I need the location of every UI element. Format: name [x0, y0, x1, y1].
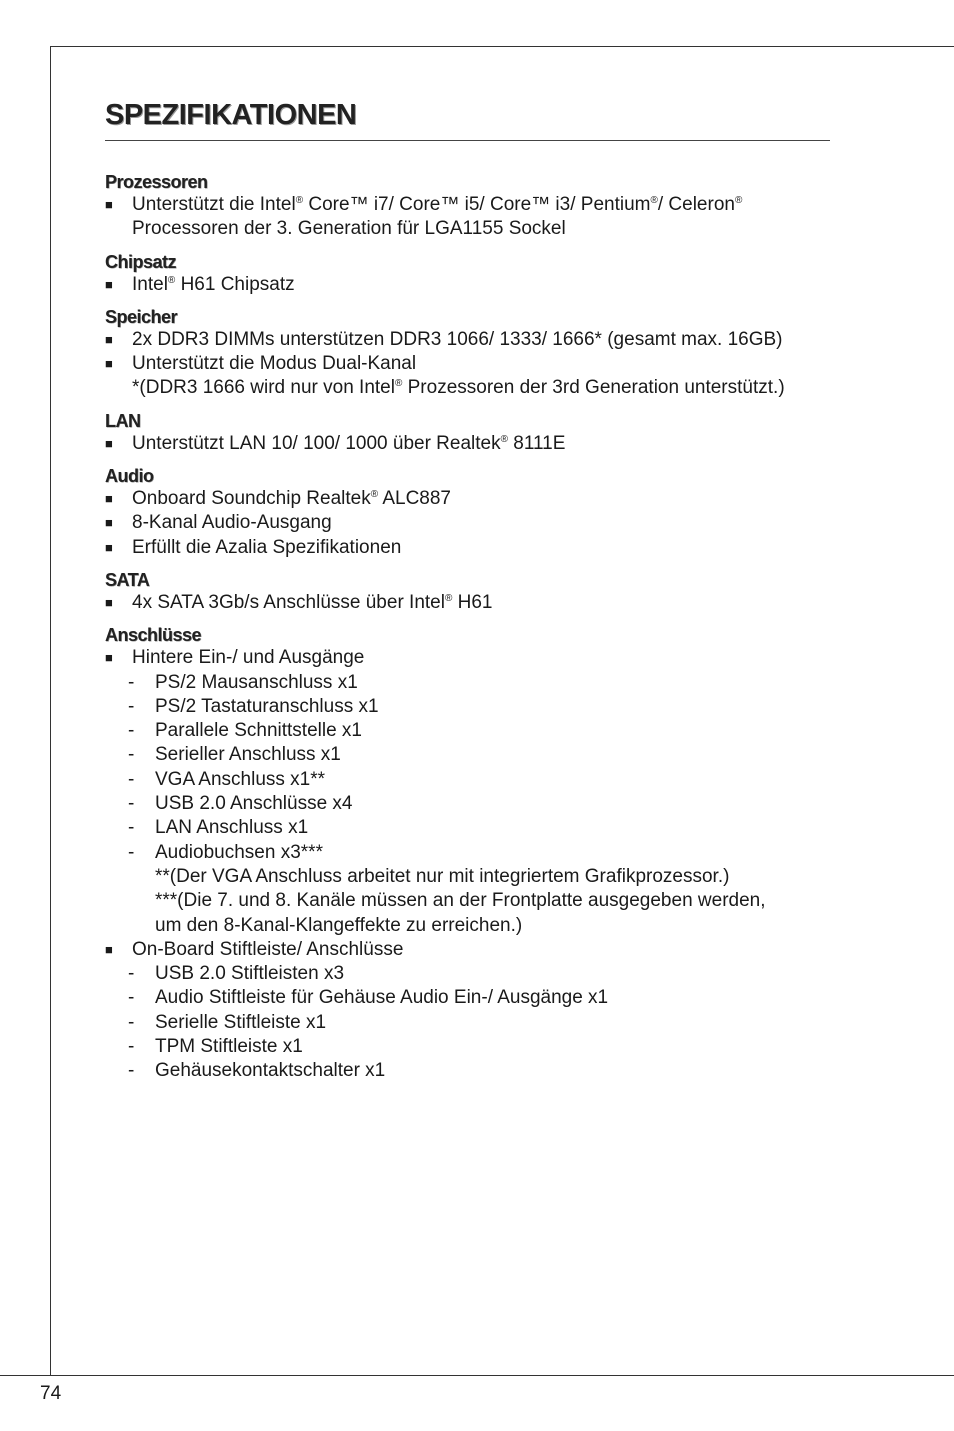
list-item	[105, 328, 845, 352]
registered-mark: ®	[650, 195, 658, 206]
section-lan	[105, 410, 845, 456]
bullet-icon: ■	[105, 594, 113, 610]
dash-icon: -	[128, 963, 135, 985]
section-heading: LAN	[105, 410, 141, 431]
item-text: Intel	[132, 273, 168, 295]
item-text: / Celeron	[657, 194, 735, 215]
section-anschluesse	[105, 624, 845, 1083]
sub-item: - LAN Anschluss x1	[105, 816, 845, 840]
dash-icon: -	[128, 768, 135, 790]
list-item	[105, 193, 845, 217]
sub-item: - Gehäusekontaktschalter x1	[105, 1059, 845, 1083]
page-frame-top-rule	[50, 46, 954, 47]
list-item	[105, 352, 845, 376]
item-text: Unterstützt die Modus Dual-Kanal	[132, 353, 417, 375]
item-text: Erfüllt die Azalia Spezifikationen	[132, 536, 402, 558]
bullet-icon: ■	[105, 941, 113, 957]
item-text: Hintere Ein-/ und Ausgänge	[132, 647, 365, 669]
list-item	[105, 432, 845, 456]
item-text: 4x SATA 3Gb/s Anschlüsse über Intel	[132, 591, 445, 613]
sub-item: - Serielle Stiftleiste x1	[105, 1011, 845, 1035]
item-text: On-Board Stiftleiste/ Anschlüsse	[132, 938, 404, 960]
item-note: *(DDR3 1666 wird nur von Intel® Prozessoren der 3rd Generation unterstützt.)	[132, 377, 785, 399]
registered-mark: ®	[394, 378, 403, 390]
section-sata	[105, 569, 845, 615]
sub-item: - VGA Anschluss x1**	[105, 768, 845, 792]
sub-item: - USB 2.0 Stiftleisten x3	[105, 962, 845, 986]
sub-item: - Audiobuchsen x3***	[105, 841, 845, 865]
item-text: H61	[452, 591, 493, 613]
sub-item: - TPM Stiftleiste x1	[105, 1035, 845, 1059]
registered-mark: ®	[295, 195, 304, 206]
item-text: 8-Kanal Audio-Ausgang	[132, 512, 332, 534]
dash-icon: -	[128, 1011, 135, 1033]
item-text: ALC887	[378, 488, 451, 510]
sub-item: - Audio Stiftleiste für Gehäuse Audio Ein-/ Ausgänge x1	[105, 986, 845, 1010]
item-text: 8111E	[507, 432, 566, 454]
section-heading: Anschlüsse	[105, 625, 202, 646]
section-chipsatz	[105, 251, 845, 297]
footnote: **(Der VGA Anschluss arbeitet nur mit integriertem Grafikprozessor.)	[155, 865, 730, 887]
bullet-icon: ■	[105, 331, 113, 347]
section-heading: Prozessoren	[105, 172, 208, 192]
dash-icon: -	[128, 841, 135, 863]
list-item	[105, 511, 845, 535]
section-prozessoren	[105, 171, 845, 242]
registered-mark: ®	[444, 592, 453, 604]
item-text: Unterstützt LAN 10/ 100/ 1000 über Realtek	[132, 432, 501, 454]
sub-item: - USB 2.0 Anschlüsse x4	[105, 792, 845, 816]
footnote: um den 8-Kanal-Klangeffekte zu erreichen.)	[155, 914, 523, 936]
spec-content	[105, 171, 845, 1084]
page-footer-rule	[0, 1375, 954, 1376]
bullet-icon: ■	[105, 515, 113, 531]
dash-icon: -	[128, 1060, 135, 1082]
bullet-icon: ■	[105, 356, 113, 372]
registered-mark: ®	[734, 195, 743, 206]
section-speicher	[105, 306, 845, 401]
dash-icon: -	[128, 987, 135, 1009]
page-frame-left-rule	[50, 46, 51, 1375]
registered-mark: ®	[500, 433, 508, 445]
registered-mark: ®	[167, 274, 176, 286]
dash-icon: -	[128, 1036, 135, 1058]
section-heading: Chipsatz	[105, 251, 177, 272]
sub-item: - Parallele Schnittstelle x1	[105, 719, 845, 743]
section-heading: Audio	[105, 466, 154, 487]
bullet-icon: ■	[105, 197, 113, 212]
section-audio	[105, 465, 845, 560]
dash-icon: -	[128, 744, 135, 766]
list-item	[105, 536, 845, 560]
bullet-icon: ■	[105, 539, 113, 555]
bullet-icon: ■	[105, 276, 113, 292]
item-text: 2x DDR3 DIMMs unterstützen DDR3 1066/ 1333/ 1666* (gesamt max. 16GB)	[132, 328, 783, 350]
dash-icon: -	[128, 793, 135, 815]
item-text: H61 Chipsatz	[175, 273, 295, 295]
sub-item: - Serieller Anschluss x1	[105, 743, 845, 767]
item-text: Core™ i7/ Core™ i5/ Core™ i3/ Pentium	[303, 194, 651, 215]
list-item	[105, 273, 845, 297]
dash-icon: -	[128, 817, 135, 839]
footnote: ***(Die 7. und 8. Kanäle müssen an der Frontplatte ausgegeben werden,	[155, 890, 766, 912]
section-heading: SATA	[105, 569, 150, 590]
dash-icon: -	[128, 720, 135, 742]
list-item	[105, 646, 845, 670]
title-underline	[105, 140, 830, 141]
dash-icon: -	[128, 695, 135, 717]
bullet-icon: ■	[105, 491, 113, 507]
item-text: Onboard Soundchip Realtek	[132, 488, 371, 510]
list-item	[105, 487, 845, 511]
page-title: SPEZIFIKATIONEN	[105, 99, 357, 131]
section-heading: Speicher	[105, 306, 178, 327]
list-item	[105, 938, 845, 962]
bullet-icon: ■	[105, 435, 113, 451]
sub-item: - PS/2 Tastaturanschluss x1	[105, 695, 845, 719]
item-continuation: Processoren der 3. Generation für LGA1155 Sockel	[132, 218, 566, 240]
page-number: 74	[40, 1383, 62, 1404]
list-item	[105, 591, 845, 615]
sub-item: - PS/2 Mausanschluss x1	[105, 671, 845, 695]
registered-mark: ®	[370, 489, 379, 501]
dash-icon: -	[128, 671, 135, 693]
item-text: Unterstützt die Intel	[132, 194, 296, 215]
bullet-icon: ■	[105, 650, 113, 666]
